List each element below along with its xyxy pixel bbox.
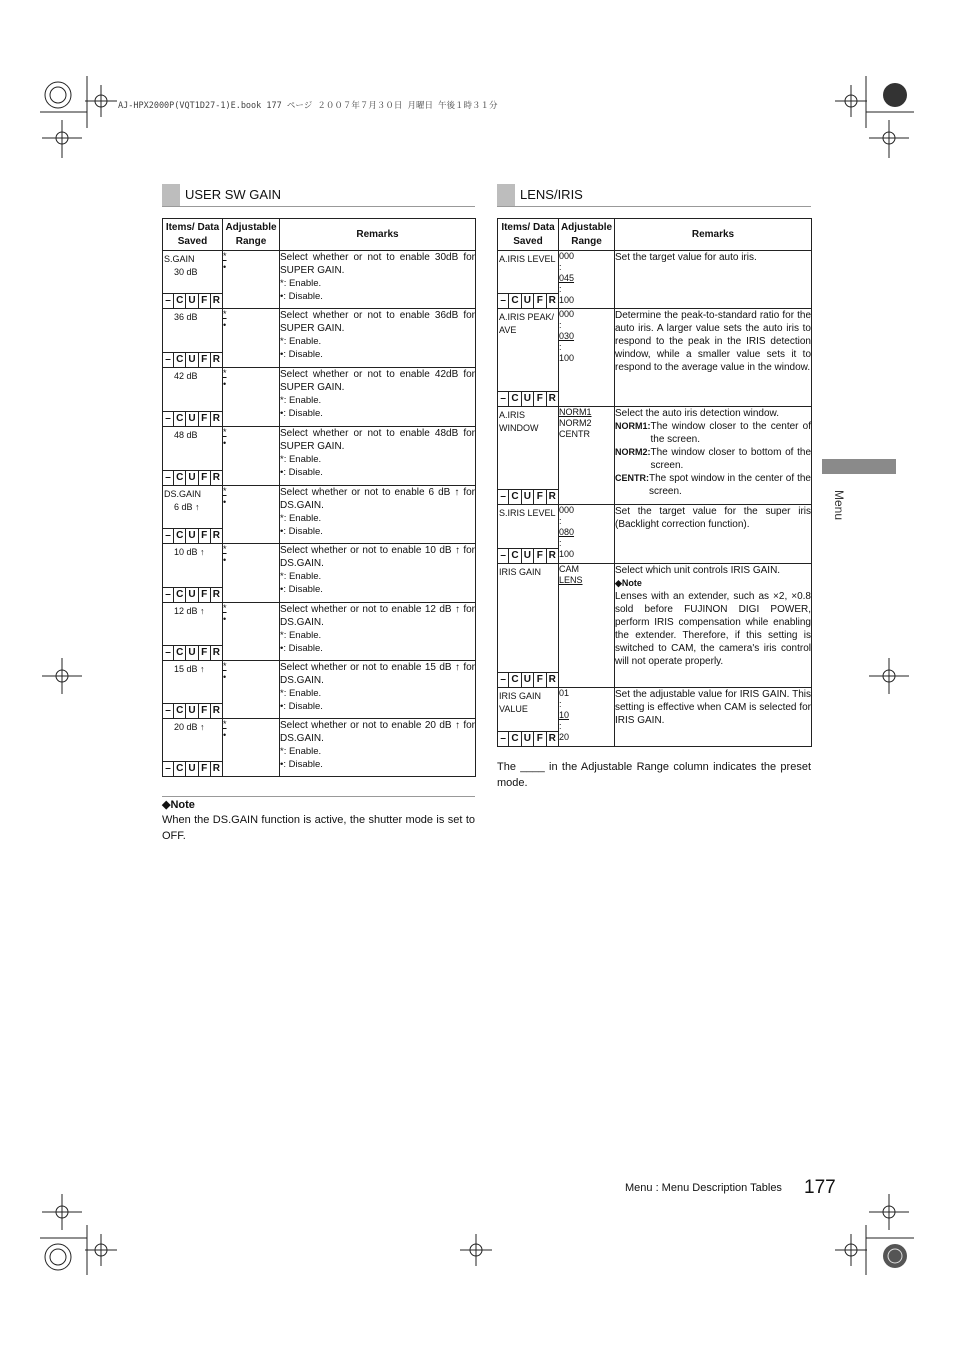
adjustable-range: * • <box>223 603 280 661</box>
col-header-items: Items/ Data Saved <box>498 219 559 251</box>
table-row-iris-gain: IRIS GAIN – C U F R CAM LENS Select which unit controls IRIS GAIN. ◆Note Lenses with an extender, such as ×2, ×0.8 sold before FUJINON DIGI POWER, perform IRIS compensation while enabling the extender. Therefore, if this setting is switched to CAM, the camera's iris control will not operate properly. <box>498 564 812 688</box>
side-tab-marker <box>822 459 896 474</box>
item-value: 30 dB <box>174 266 198 277</box>
remarks: Select whether or not to enable 20 dB ↑ for DS.GAIN. *: Enable. •: Disable. <box>280 719 476 777</box>
data-saved-flags: – C U F R <box>163 587 222 602</box>
adjustable-range: * • <box>223 427 280 486</box>
table-row <box>163 251 476 309</box>
data-saved-flags: – C U F R <box>163 352 222 367</box>
item-name: S.GAIN <box>164 254 195 264</box>
table-row-iris-gain-value: IRIS GAIN VALUE – C U F R 01 : 10 : 20 Set the adjustable value for IRIS GAIN. This setting is effective when CAM is selected for IRIS GAIN. <box>498 688 812 747</box>
adjustable-range: * • <box>223 661 280 719</box>
note-divider <box>162 796 475 797</box>
item-value: 20 dB ↑ <box>174 722 205 732</box>
col-header-remarks: Remarks <box>280 219 476 251</box>
table-row <box>163 427 476 486</box>
col-header-range: Adjustable Range <box>559 219 615 251</box>
remarks: Select whether or not to enable 12 dB ↑ for DS.GAIN. *: Enable. •: Disable. <box>280 603 476 661</box>
data-saved-flags: – C U F R <box>163 528 222 543</box>
remarks: Select whether or not to enable 36dB for SUPER GAIN. *: Enable. •: Disable. <box>280 309 476 368</box>
side-tab-label: Menu <box>832 490 846 521</box>
adjustable-range: * • <box>223 251 280 309</box>
item-value: 10 dB ↑ <box>174 547 205 557</box>
table-row <box>163 719 476 777</box>
data-saved-flags: – C U F R <box>163 645 222 660</box>
data-saved-flags: – C U F R <box>498 731 558 746</box>
data-saved-flags: – C U F R <box>163 293 222 308</box>
table-row <box>163 544 476 603</box>
user-sw-gain-table <box>162 218 476 777</box>
table-row-s-iris-level: S.IRIS LEVEL – C U F R 000 : 080 : 100 Set the target value for the super iris (Backlight correction function). <box>498 505 812 564</box>
data-saved-flags: – C U F R <box>498 489 558 504</box>
adjustable-range: * • <box>223 368 280 427</box>
footer-label: Menu : Menu Description Tables <box>625 1182 782 1194</box>
col-header-remarks: Remarks <box>615 219 812 251</box>
note-text: When the DS.GAIN function is active, the shutter mode is set to OFF. <box>162 814 475 842</box>
table-row <box>163 486 476 544</box>
data-saved-flags: – C U F R <box>163 761 222 776</box>
data-saved-flags: – C U F R <box>498 391 558 406</box>
table-row-a-iris-level: A.IRIS LEVEL – C U F R 000 : 045 : 100 Set the target value for auto iris. <box>498 251 812 309</box>
col-header-items: Items/ Data Saved <box>163 219 223 251</box>
table-row <box>163 368 476 427</box>
item-value: 6 dB ↑ <box>174 501 200 512</box>
data-saved-flags: – C U F R <box>498 548 558 563</box>
adjustable-range: * • <box>223 544 280 603</box>
section-header-user-sw-gain: USER SW GAIN <box>162 184 475 207</box>
item-value: 12 dB ↑ <box>174 606 205 616</box>
table-row <box>163 603 476 661</box>
remarks: Select whether or not to enable 48dB for SUPER GAIN. *: Enable. •: Disable. <box>280 427 476 486</box>
data-saved-flags: – C U F R <box>163 703 222 718</box>
table-row <box>163 661 476 719</box>
table-row-a-iris-window: A.IRIS WINDOW – C U F R NORM1 NORM2 CENTR Select the auto iris detection window. NORM1: The window closer to the center of the screen. NORM2: The window closer to bottom of the screen. CENTR: The spot window in the center of the screen. <box>498 407 812 505</box>
item-value: 15 dB ↑ <box>174 664 205 674</box>
data-saved-flags: – C U F R <box>498 293 558 308</box>
remarks: Select whether or not to enable 30dB for SUPER GAIN. *: Enable. •: Disable. <box>280 251 476 309</box>
print-header: AJ-HPX2000P(VQT1D27-1)E.book 177 ページ ２００７年７月３０日 月曜日 午後１時３１分 <box>118 101 498 111</box>
item-value: 36 dB <box>174 312 198 322</box>
data-saved-flags: – C U F R <box>163 411 222 426</box>
section-header-lens-iris: LENS/IRIS <box>497 184 811 207</box>
data-saved-flags: – C U F R <box>498 672 558 687</box>
remarks: Select whether or not to enable 42dB for SUPER GAIN. *: Enable. •: Disable. <box>280 368 476 427</box>
preset-footnote: The ____ in the Adjustable Range column indicates the preset mode. <box>497 761 811 789</box>
page-number: 177 <box>804 1177 836 1198</box>
lens-iris-table <box>497 218 812 747</box>
remarks: Select whether or not to enable 10 dB ↑ for DS.GAIN. *: Enable. •: Disable. <box>280 544 476 603</box>
remarks: Select whether or not to enable 15 dB ↑ for DS.GAIN. *: Enable. •: Disable. <box>280 661 476 719</box>
adjustable-range: * • <box>223 309 280 368</box>
item-name: DS.GAIN <box>164 489 202 499</box>
table-row <box>163 309 476 368</box>
adjustable-range: * • <box>223 486 280 544</box>
item-value: 42 dB <box>174 371 198 381</box>
data-saved-flags: – C U F R <box>163 470 222 485</box>
item-value: 48 dB <box>174 430 198 440</box>
col-header-range: Adjustable Range <box>223 219 280 251</box>
adjustable-range: * • <box>223 719 280 777</box>
note-title: ◆Note <box>162 799 195 811</box>
remarks: Select whether or not to enable 6 dB ↑ for DS.GAIN. *: Enable. •: Disable. <box>280 486 476 544</box>
table-row-a-iris-peak: A.IRIS PEAK/ AVE – C U F R 000 : 030 : 100 Determine the peak-to-standard ratio for the auto iris. A larger value sets the auto iris to respond to the peak in the IRIS detection window, while a smaller value sets it to respond to the average value in the window. <box>498 309 812 407</box>
